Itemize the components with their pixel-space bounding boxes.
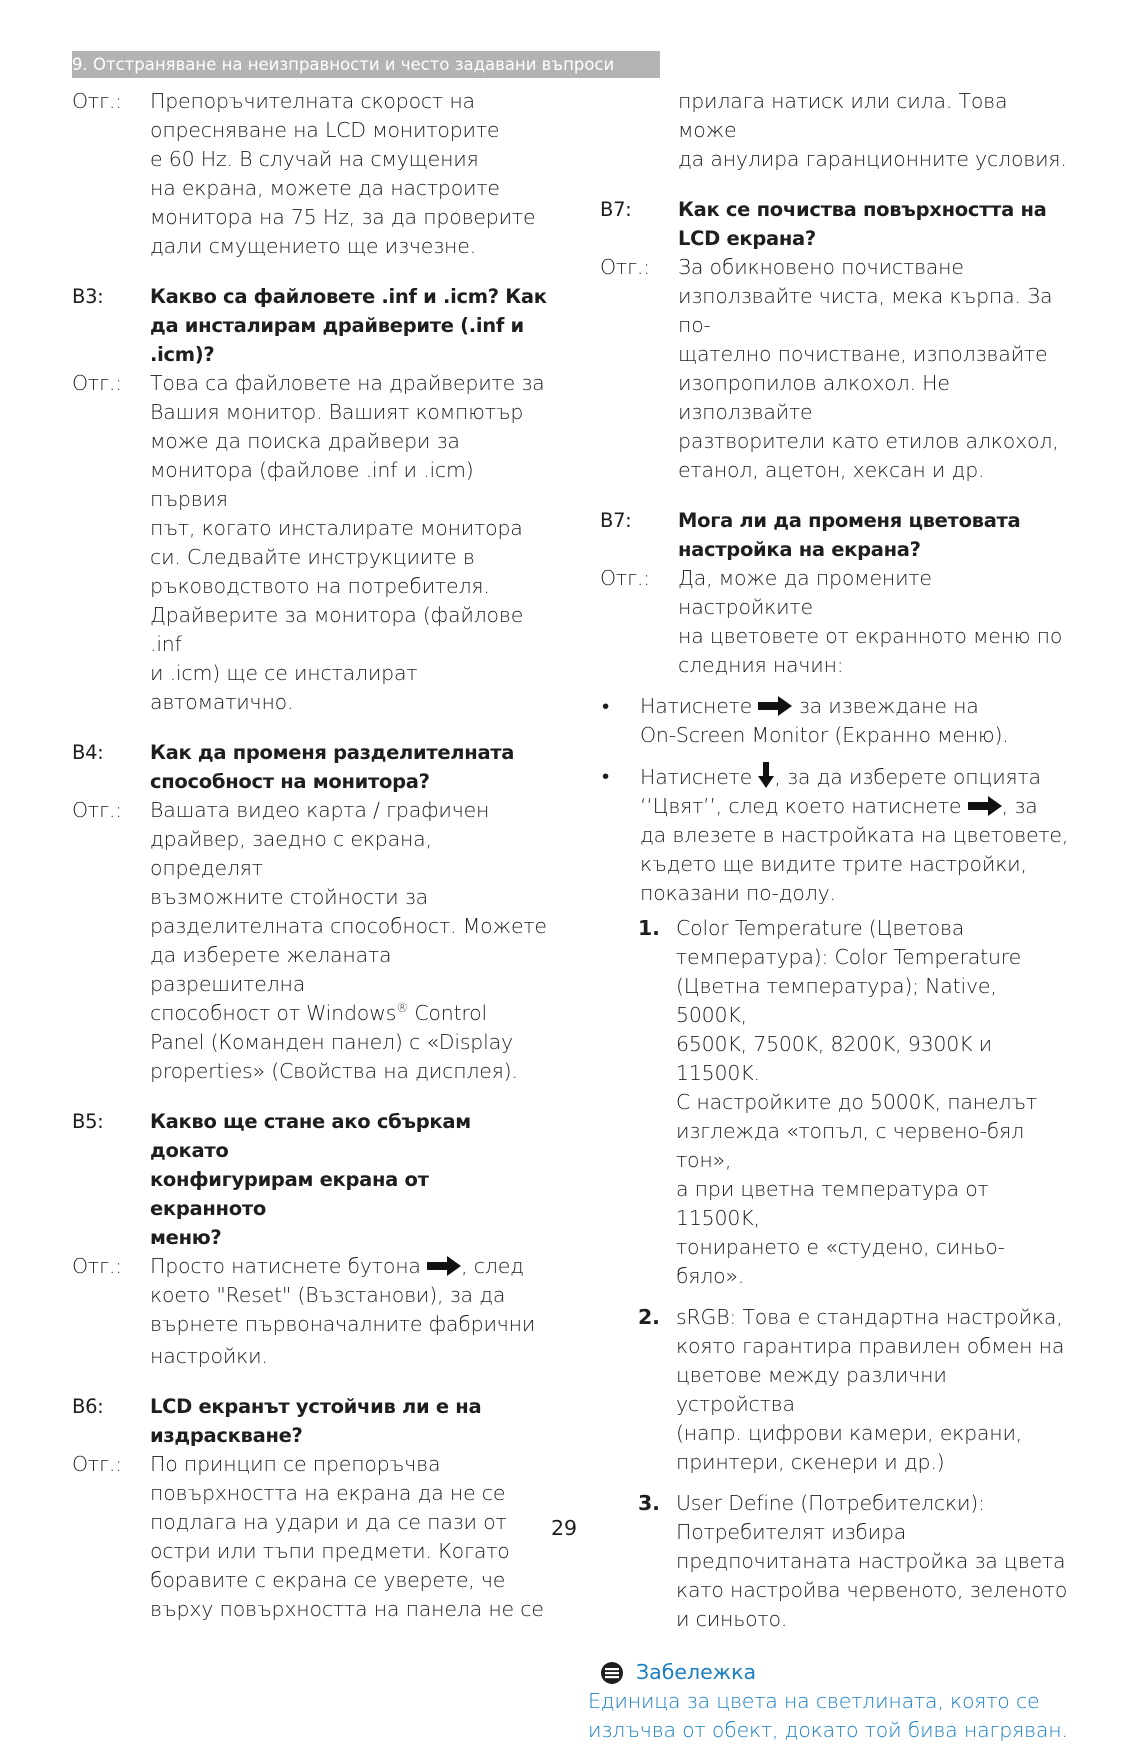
text-line: Какво са файловете .inf и .icm? Как xyxy=(150,285,547,308)
text-line: следния начин: xyxy=(678,653,844,677)
answer-label: Отг.: xyxy=(72,89,122,113)
text-line: (Цветна температура); Native, 5000K, xyxy=(676,974,997,1027)
text-span: , за да изберете опцията xyxy=(774,765,1041,789)
text-span: ‘‘Цвят’’, след което натиснете xyxy=(640,794,968,818)
text-line: Panel (Команден панел) с «Display xyxy=(150,1030,513,1054)
text-line xyxy=(150,1252,550,1281)
text-line: върнете първоначалните фабрични xyxy=(150,1312,536,1336)
text-line xyxy=(640,762,1070,792)
question-text xyxy=(150,1107,550,1252)
text-span: , за xyxy=(1001,794,1038,818)
question-label: В7: xyxy=(600,509,632,532)
question-label: В5: xyxy=(72,1110,104,1133)
text-line: където ще видите трите настройки, xyxy=(640,852,1027,876)
answer-text xyxy=(150,796,550,1086)
text-line: тонирането е «студено, синьо-бяло». xyxy=(676,1235,1005,1288)
text-line xyxy=(640,792,1070,821)
text-line: а при цветна температура от 11500K, xyxy=(676,1177,989,1230)
text-line: повърхността на екрана да не се xyxy=(150,1481,506,1505)
text-line: Препоръчителната скорост на xyxy=(150,89,475,113)
question-text xyxy=(678,506,1070,564)
text-line: (напр. цифрови камери, екрани, xyxy=(676,1421,1023,1445)
answer-text xyxy=(150,1252,550,1371)
text-line: върху повърхността на панела не се xyxy=(150,1597,544,1621)
text-line: прилага натиск или сила. Това може xyxy=(678,89,1008,142)
answer-label: Отг.: xyxy=(72,798,122,822)
right-arrow-icon xyxy=(968,796,1002,816)
answer-label: Отг.: xyxy=(72,1452,122,1476)
text-line: път, когато инсталирате монитора xyxy=(150,516,523,540)
text-span: Просто натиснете бутона xyxy=(150,1254,428,1278)
answer-7-cleaning xyxy=(600,253,1070,485)
answer-5 xyxy=(72,1252,550,1371)
text-line: Да, може да промените настройките xyxy=(678,566,932,619)
text-line: .icm)? xyxy=(150,343,215,366)
text-line: настройка на екрана? xyxy=(678,538,921,561)
text-line: подлага на удари и да се пази от xyxy=(150,1510,507,1534)
text-span: Control xyxy=(408,1001,488,1025)
text-line: цветове между различни устройства xyxy=(676,1363,947,1416)
note-heading xyxy=(600,1658,1070,1687)
text-line: опресняване на LCD мониторите xyxy=(150,118,500,142)
answer-6-continued xyxy=(600,87,1070,174)
text-line: си. Следвайте инструкциите в xyxy=(150,545,475,569)
answer-refresh-rate xyxy=(72,87,550,261)
text-line: предпочитаната настройка за цвета xyxy=(676,1549,1066,1573)
text-line: възможните стойности за xyxy=(150,885,428,909)
text-line: монитора (файлове .inf и .icm) първия xyxy=(150,458,474,511)
text-line: етанол, ацетон, хексан и др. xyxy=(678,458,985,482)
answer-label: Отг.: xyxy=(72,371,122,395)
text-line: On-Screen Monitor (Екранно меню). xyxy=(640,723,1009,747)
question-7-cleaning xyxy=(600,195,1070,253)
section-header: 9. Отстраняване на неизправности и често задавани въпроси xyxy=(72,51,660,78)
text-line: Как да променя разделителната xyxy=(150,741,515,764)
answer-text xyxy=(678,564,1070,680)
text-line: и .icm) ще се инсталират автоматично. xyxy=(150,661,418,714)
text-line: и синьото. xyxy=(676,1607,788,1631)
text-line: е 60 Hz. В случай на смущения xyxy=(150,147,479,171)
text-line: на цветовете от екранното меню по xyxy=(678,624,1063,648)
text-line: температура): Color Temperature xyxy=(676,945,1021,969)
item-number: 1. xyxy=(638,916,660,940)
question-5 xyxy=(72,1107,550,1252)
text-line: разтворители като етилов алкохол, xyxy=(678,429,1059,453)
text-line: способност на монитора? xyxy=(150,770,430,793)
text-line: Мога ли да променя цветовата xyxy=(678,509,1021,532)
text-line: Как се почиства повърхността на xyxy=(678,198,1047,221)
right-column xyxy=(588,87,1070,1745)
answer-label: Отг.: xyxy=(72,1254,122,1278)
text-span: , след xyxy=(461,1254,524,1278)
text-span: Натиснете xyxy=(640,765,759,789)
text-line: Драйверите за монитора (файлове .inf xyxy=(150,603,524,656)
text-span: способност от Windows xyxy=(150,1001,397,1025)
text-line: изглежда «топъл, с червено-бял тон», xyxy=(676,1119,1024,1172)
note-icon xyxy=(600,1661,624,1685)
right-arrow-icon xyxy=(758,696,792,716)
text-line: LCD екрана? xyxy=(678,227,816,250)
note-body xyxy=(588,1687,1070,1745)
text-line xyxy=(640,692,1070,721)
text-line: sRGB: Това е стандартна настройка, xyxy=(676,1305,1063,1329)
question-label: В3: xyxy=(72,285,104,308)
text-line: LCD екранът устойчив ли е на xyxy=(150,1395,482,1418)
text-line: драйвер, заедно с екрана, определят xyxy=(150,827,432,880)
text-line: Вашата видео карта / графичен xyxy=(150,798,490,822)
text-line: Color Temperature (Цветова xyxy=(676,916,965,940)
numbered-item-3 xyxy=(638,1489,1070,1634)
answer-text xyxy=(150,369,550,717)
text-line: разделителната способност. Можете xyxy=(150,914,547,938)
answer-label: Отг.: xyxy=(600,255,650,279)
text-line: остри или тъпи предмети. Когато xyxy=(150,1539,510,1563)
note-title: Забележка xyxy=(636,1660,757,1684)
text-line: показани по-долу. xyxy=(640,881,836,905)
text-line: използвайте чиста, мека кърпа. За по- xyxy=(678,284,1053,337)
question-text xyxy=(150,282,550,369)
text-line: дали смущението ще изчезне. xyxy=(150,234,476,258)
item-number: 2. xyxy=(638,1305,660,1329)
question-6 xyxy=(72,1392,550,1450)
page-number: 29 xyxy=(550,1516,578,1540)
text-line: което "Reset" (Възстанови), за да xyxy=(150,1283,506,1307)
text-line: монитора на 75 Hz, за да проверите xyxy=(150,205,536,229)
bullet-item xyxy=(600,762,1070,908)
right-arrow-icon xyxy=(427,1256,461,1276)
text-line: като настройва червеното, зеленото xyxy=(676,1578,1068,1602)
numbered-item-2 xyxy=(638,1303,1070,1477)
text-line: да изберете желаната разрешителна xyxy=(150,943,392,996)
text-line: принтери, скенери и др.) xyxy=(676,1450,945,1474)
text-span: Натиснете xyxy=(640,694,759,718)
question-label: В4: xyxy=(72,741,104,764)
text-line: издраскване? xyxy=(150,1424,303,1447)
left-column xyxy=(72,87,550,1624)
text-line: да инсталирам драйверите (.inf и xyxy=(150,314,524,337)
bullet-item xyxy=(600,692,1070,750)
answer-4 xyxy=(72,796,550,1086)
answer-label: Отг.: xyxy=(600,566,650,590)
answer-7-color xyxy=(600,564,1070,680)
text-line: изопропилов алкохол. Не използвайте xyxy=(678,371,950,424)
text-line: properties» (Свойства на дисплея). xyxy=(150,1059,518,1083)
text-line xyxy=(150,999,550,1028)
question-label: В7: xyxy=(600,198,632,221)
text-line: Това са файловете на драйверите за xyxy=(150,371,545,395)
text-line: щателно почистване, използвайте xyxy=(678,342,1048,366)
text-line: меню? xyxy=(150,1226,222,1249)
text-line: С настройките до 5000K, панелът xyxy=(676,1090,1038,1114)
question-text xyxy=(150,1392,550,1450)
numbered-item-1 xyxy=(638,914,1070,1291)
text-line: боравите с екрана се уверете, че xyxy=(150,1568,506,1592)
down-arrow-icon xyxy=(758,762,774,788)
bullet-dot: • xyxy=(602,694,609,718)
text-line: ръководството на потребителя. xyxy=(150,574,490,598)
question-label: В6: xyxy=(72,1395,104,1418)
answer-text xyxy=(678,87,1070,174)
question-7-color xyxy=(600,506,1070,564)
text-line: която гарантира правилен обмен на xyxy=(676,1334,1065,1358)
answer-text xyxy=(150,87,550,261)
text-line: 6500K, 7500K, 8200K, 9300K и 11500K. xyxy=(676,1032,992,1085)
answer-3 xyxy=(72,369,550,717)
text-line: на екрана, можете да настроите xyxy=(150,176,500,200)
text-line: Единица за цвета на светлината, която се xyxy=(588,1689,1040,1713)
text-line: да влезете в настройката на цветовете, xyxy=(640,823,1069,847)
registered-mark: ® xyxy=(396,1001,408,1016)
text-span: за извеждане на xyxy=(792,694,979,718)
bullet-dot: • xyxy=(602,764,609,788)
text-line: За обикновено почистване xyxy=(678,255,964,279)
question-text xyxy=(150,738,550,796)
question-text xyxy=(678,195,1070,253)
text-line: User Define (Потребителски): xyxy=(676,1491,985,1515)
text-line: може да поиска драйвери за xyxy=(150,429,460,453)
text-line: Вашия монитор. Вашият компютър xyxy=(150,400,524,424)
item-number: 3. xyxy=(638,1491,660,1515)
text-line: да анулира гаранционните условия. xyxy=(678,147,1067,171)
question-4 xyxy=(72,738,550,796)
text-line: излъчва от обект, докато той бива нагряван. xyxy=(588,1718,1068,1742)
question-3 xyxy=(72,282,550,369)
text-line: настройки. xyxy=(150,1344,268,1368)
text-line: По принцип се препоръчва xyxy=(150,1452,441,1476)
text-line: Потребителят избира xyxy=(676,1520,907,1544)
text-line: Какво ще стане ако сбъркам докато xyxy=(150,1110,471,1162)
answer-text xyxy=(678,253,1070,485)
text-line: конфигурирам екрана от екранното xyxy=(150,1168,429,1220)
